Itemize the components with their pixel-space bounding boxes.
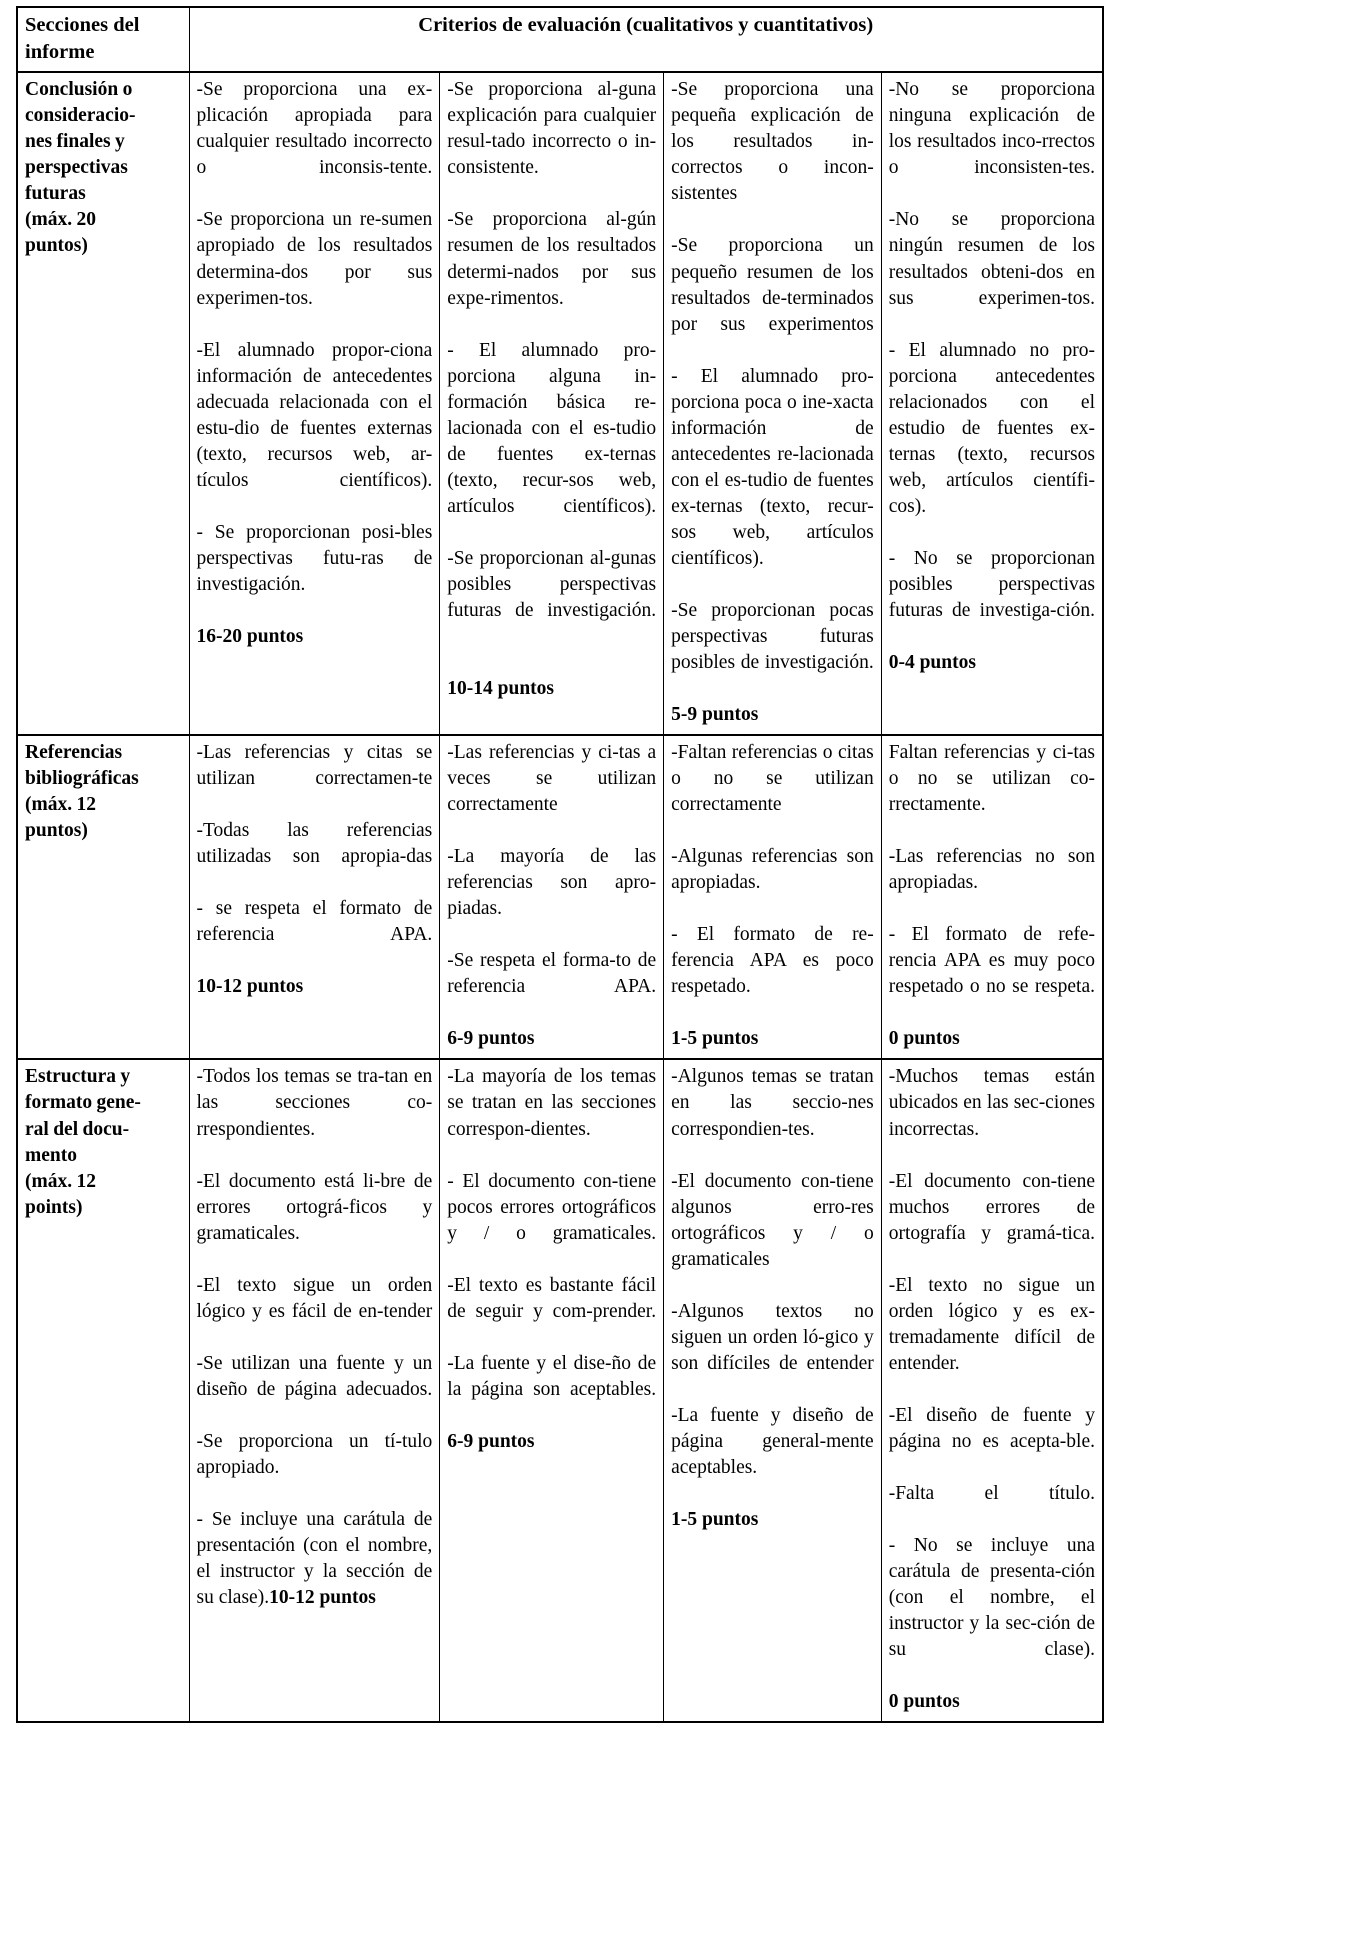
section-line: (máx. 20: [25, 209, 96, 231]
header-criteria-column: Criterios de evaluación (cualitativos y cuantitativos): [189, 7, 1103, 72]
criteria-bullet: Faltan referencias y ci-tas o no se utilizan co-rrectamente.: [888, 742, 1095, 816]
criteria-cell-level-4: [881, 735, 1103, 1059]
criteria-bullet: -Se proporciona al-guna explicación para cualquier resul-tado incorrecto o in-consistente.: [447, 79, 657, 179]
criteria-bullet: -La mayoría de las referencias son apro-piadas.: [447, 846, 657, 920]
section-line: bibliográficas: [25, 768, 139, 790]
criteria-bullet: -Todas las referencias utilizadas son apropia-das: [196, 820, 433, 868]
table-row: [17, 1059, 1103, 1722]
table-row: [17, 72, 1103, 735]
criteria-bullet: -Las referencias y ci-tas a veces se utilizan correctamente: [447, 742, 657, 816]
criteria-bullet: -Muchos temas están ubicados en las sec-ciones incorrectas.: [888, 1066, 1095, 1140]
criteria-bullet: -La fuente y diseño de página general-mente aceptables.: [671, 1404, 874, 1478]
criteria-bullet: -No se proporciona ninguna explicación de los resultados inco-rrectos o inconsisten-tes.: [888, 79, 1095, 179]
criteria-bullet: -Se proporcionan pocas perspectivas futuras posibles de investigación.: [671, 599, 874, 673]
criteria-bullet: -La fuente y el dise-ño de la página son aceptables.: [447, 1352, 657, 1400]
criteria-bullet-with-inline-points: [197, 1507, 433, 1611]
criteria-bullet: -Faltan referencias o citas o no se utilizan correctamente: [671, 742, 874, 816]
criteria-bullet: -El texto sigue un orden lógico y es fácil de en-tender: [196, 1274, 433, 1322]
criteria-cell-level-3: [664, 72, 882, 735]
table-header-row: [17, 7, 1103, 72]
header-sections-line-1: Secciones del: [25, 14, 140, 36]
criteria-bullet: -Se proporciona una ex-plicación apropiada para cualquier resultado incorrecto o inconsis-tente.: [196, 79, 433, 179]
criteria-bullet: - se respeta el formato de referencia APA.: [196, 898, 433, 946]
criteria-cell-level-2: [440, 72, 664, 735]
section-line: consideracio-: [25, 105, 136, 127]
points-label: 0 puntos: [888, 1691, 960, 1713]
criteria-bullet: -El alumnado propor-ciona información de antecedentes adecuada relacionada con el estu-dio de fuentes externas (texto, recursos web, ar-tículos científicos).: [196, 339, 433, 491]
criteria-bullet: -Algunas referencias son apropiadas.: [671, 846, 874, 894]
header-sections-line-2: informe: [25, 40, 95, 63]
criteria-cell-level-1: [189, 72, 440, 735]
section-line: ral del docu-: [25, 1118, 130, 1140]
section-line: puntos): [25, 820, 88, 842]
section-line: formato gene-: [25, 1092, 141, 1114]
criteria-bullet: -Las referencias no son apropiadas.: [888, 846, 1095, 894]
criteria-bullet-text: - Se incluye una carátula de presentación (con el nombre, el instructor y la sección de su clase).: [196, 1508, 433, 1609]
criteria-cell-level-3: [664, 735, 882, 1059]
section-line: Estructura y: [25, 1066, 131, 1088]
criteria-bullet: - No se incluye una carátula de presenta-ción (con el nombre, el instructor y la sec-ción de su clase).: [888, 1535, 1095, 1661]
criteria-cell-level-1: [189, 735, 440, 1059]
criteria-bullet: - El alumnado pro-porciona alguna in-formación básica re-lacionada con el es-tudio de fuentes ex-ternas (texto, recur-sos web, artículos científicos).: [447, 339, 657, 517]
criteria-cell-level-3: [664, 1059, 882, 1722]
section-line: mento: [25, 1144, 77, 1166]
points-label: 1-5 puntos: [671, 1028, 759, 1050]
points-label: 0 puntos: [888, 1028, 960, 1050]
criteria-cell-level-4: [881, 1059, 1103, 1722]
table-row: [17, 735, 1103, 1059]
criteria-cell-level-2: [440, 1059, 664, 1722]
criteria-bullet: -Se proporciona un re-sumen apropiado de los resultados determina-dos por sus experimen-tos.: [196, 209, 433, 309]
points-label: 16-20 puntos: [196, 625, 304, 647]
section-line: Conclusión o: [25, 79, 133, 101]
criteria-bullet: -El documento está li-bre de errores ortográ-ficos y gramaticales.: [196, 1170, 433, 1244]
criteria-bullet: -El diseño de fuente y página no es acepta-ble.: [888, 1404, 1095, 1452]
section-line: futuras: [25, 183, 86, 205]
criteria-cell-level-1: [189, 1059, 440, 1722]
criteria-bullet: -Se proporcionan al-gunas posibles perspectivas futuras de investigación.: [447, 547, 657, 621]
criteria-bullet: -Se proporciona al-gún resumen de los resultados determi-nados por sus expe-rimentos.: [447, 209, 657, 309]
criteria-bullet: - No se proporcionan posibles perspectivas futuras de investiga-ción.: [888, 547, 1095, 621]
criteria-cell-level-2: [440, 735, 664, 1059]
criteria-bullet: - Se proporcionan posi-bles perspectivas futu-ras de investigación.: [196, 521, 433, 595]
section-line: nes finales y: [25, 131, 125, 153]
criteria-bullet: - El formato de refe-rencia APA es muy poco respetado o no se respeta.: [888, 924, 1095, 998]
criteria-bullet: -Las referencias y citas se utilizan correctamen-te: [196, 742, 433, 790]
criteria-bullet: -Algunos temas se tratan en las seccio-nes correspondien-tes.: [671, 1066, 874, 1140]
header-sections-column: [17, 7, 189, 72]
criteria-bullet: -Algunos textos no siguen un orden ló-gico y son difíciles de entender: [671, 1300, 874, 1374]
section-name-cell: [17, 1059, 189, 1722]
criteria-bullet: -El texto es bastante fácil de seguir y com-prender.: [447, 1274, 657, 1322]
criteria-bullet: -Se proporciona una pequeña explicación de los resultados in-correctos o incon-sistentes: [671, 79, 874, 205]
criteria-bullet: -El texto no sigue un orden lógico y es ex-tremadamente difícil de entender.: [888, 1274, 1095, 1374]
criteria-bullet: -Falta el título.: [888, 1482, 1095, 1504]
criteria-bullet: -La mayoría de los temas se tratan en las secciones correspon-dientes.: [447, 1066, 657, 1140]
criteria-cell-level-4: [881, 72, 1103, 735]
section-name-cell: [17, 72, 189, 735]
points-label: 1-5 puntos: [671, 1508, 759, 1530]
points-label: 10-14 puntos: [447, 678, 555, 699]
criteria-bullet: -Se proporciona un tí-tulo apropiado.: [196, 1430, 433, 1478]
section-line: (máx. 12: [25, 794, 96, 816]
criteria-bullet: -Se proporciona un pequeño resumen de los resultados de-terminados por sus experimentos: [671, 235, 874, 335]
section-line: puntos): [25, 235, 88, 257]
section-line: perspectivas: [25, 157, 128, 179]
points-label: 5-9 puntos: [671, 704, 759, 726]
criteria-bullet: -Se utilizan una fuente y un diseño de página adecuados.: [196, 1352, 433, 1400]
section-line: Referencias: [25, 742, 123, 764]
criteria-bullet: - El documento con-tiene pocos errores ortográficos y / o gramaticales.: [447, 1170, 657, 1244]
table-body: [17, 72, 1103, 1722]
criteria-bullet: -Todos los temas se tra-tan en las secciones co-rrespondientes.: [196, 1066, 433, 1140]
vertical-spacer: [447, 650, 656, 676]
points-label: 0-4 puntos: [888, 651, 976, 673]
section-name-cell: [17, 735, 189, 1059]
points-label: 6-9 puntos: [447, 1028, 535, 1050]
points-label: 10-12 puntos: [196, 976, 304, 998]
criteria-bullet: - El alumnado pro-porciona poca o ine-xacta información de antecedentes re-lacionada con el es-tudio de fuentes ex-ternas (texto, recur-sos web, artículos científicos).: [671, 365, 874, 569]
evaluation-rubric-table: [16, 6, 1104, 1723]
criteria-bullet: - El formato de re-ferencia APA es poco respetado.: [671, 924, 874, 998]
criteria-bullet: - El alumnado no pro-porciona antecedentes relacionados con el estudio de fuentes ex-ternas (texto, recursos web, artículos científi-cos).: [888, 339, 1095, 517]
section-line: (máx. 12: [25, 1170, 96, 1192]
criteria-bullet: -El documento con-tiene muchos errores de ortografía y gramá-tica.: [888, 1170, 1095, 1244]
criteria-bullet: -No se proporciona ningún resumen de los resultados obteni-dos en sus experimen-tos.: [888, 209, 1095, 309]
criteria-bullet: -El documento con-tiene algunos erro-res ortográficos y / o gramaticales: [671, 1170, 874, 1270]
points-label: 10-12 puntos: [269, 1587, 376, 1609]
points-label: 6-9 puntos: [447, 1430, 535, 1452]
criteria-bullet: -Se respeta el forma-to de referencia APA.: [447, 950, 657, 998]
section-line: points): [25, 1196, 83, 1218]
